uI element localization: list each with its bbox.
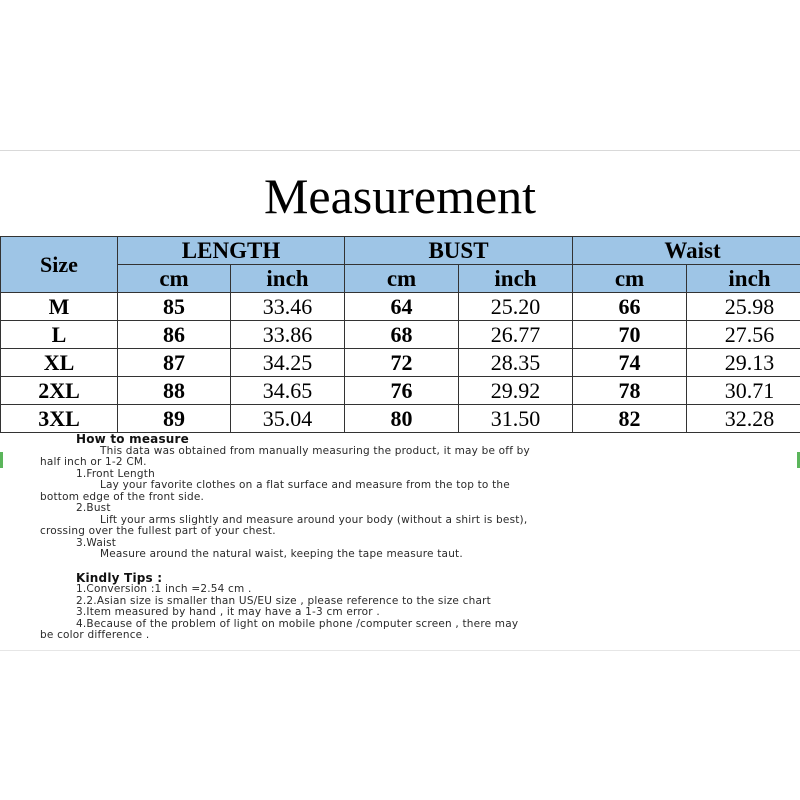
size-label: 3XL — [1, 405, 118, 433]
waist-inch: 32.28 — [687, 405, 800, 433]
bust-text-1: Lift your arms slightly and measure around your body (without a shirt is best), — [100, 513, 528, 526]
kindly-tips-heading: Kindly Tips : — [76, 570, 163, 585]
size-label: 2XL — [1, 377, 118, 405]
size-label: M — [1, 293, 118, 321]
bust-text-2: crossing over the fullest part of your chest. — [40, 525, 276, 537]
table-row — [1, 321, 800, 349]
length-cm: 87 — [118, 349, 231, 377]
table-row — [1, 377, 800, 405]
size-column-header: Size — [1, 237, 118, 293]
notes-section — [40, 434, 740, 642]
table-row — [1, 293, 800, 321]
bust-inch: 26.77 — [459, 321, 573, 349]
size-table — [0, 236, 800, 433]
length-cm: 85 — [118, 293, 231, 321]
tip-color-difference-2: be color difference . — [40, 629, 150, 641]
waist-cm: 82 — [573, 405, 687, 433]
length-header: LENGTH — [118, 237, 345, 265]
waist-inch: 29.13 — [687, 349, 800, 377]
waist-cm: 66 — [573, 293, 687, 321]
bust-cm: 64 — [345, 293, 459, 321]
bust-header: BUST — [345, 237, 573, 265]
length-inch: 34.25 — [231, 349, 345, 377]
waist-cm-header: cm — [573, 265, 687, 293]
bust-title: 2.Bust — [76, 502, 111, 514]
bust-inch: 28.35 — [459, 349, 573, 377]
how-to-measure-heading: How to measure — [76, 432, 189, 446]
length-inch-header: inch — [231, 265, 345, 293]
length-cm: 89 — [118, 405, 231, 433]
unit-header-row — [1, 265, 800, 293]
waist-text-1: Measure around the natural waist, keeping the tape measure taut. — [100, 548, 463, 560]
bust-inch: 25.20 — [459, 293, 573, 321]
size-label: XL — [1, 349, 118, 377]
tip-measured-by-hand: 3.Item measured by hand , it may have a 1-3 cm error . — [76, 606, 380, 618]
waist-inch: 30.71 — [687, 377, 800, 405]
bust-cm: 72 — [345, 349, 459, 377]
frame-top-line — [0, 150, 800, 151]
bust-cm: 68 — [345, 321, 459, 349]
length-inch: 33.46 — [231, 293, 345, 321]
waist-inch: 27.56 — [687, 321, 800, 349]
front-length-text-2: bottom edge of the front side. — [40, 490, 205, 503]
tip-conversion: 1.Conversion :1 inch =2.54 cm . — [76, 583, 252, 595]
waist-title: 3.Waist — [76, 536, 117, 549]
bust-inch: 29.92 — [459, 377, 573, 405]
waist-inch: 25.98 — [687, 293, 800, 321]
table-row — [1, 405, 800, 433]
waist-header: Waist — [573, 237, 800, 265]
tip-color-difference-1: 4.Because of the problem of light on mobile phone /computer screen , there may — [76, 617, 519, 630]
waist-inch-header: inch — [687, 265, 800, 293]
table-row — [1, 349, 800, 377]
length-cm: 86 — [118, 321, 231, 349]
length-inch: 33.86 — [231, 321, 345, 349]
bust-cm: 80 — [345, 405, 459, 433]
waist-cm: 70 — [573, 321, 687, 349]
length-inch: 35.04 — [231, 405, 345, 433]
length-cm-header: cm — [118, 265, 231, 293]
frame-bottom-line — [0, 650, 800, 651]
page-title: Measurement — [263, 168, 537, 224]
waist-cm: 78 — [573, 377, 687, 405]
bust-inch: 31.50 — [459, 405, 573, 433]
front-length-text-1: Lay your favorite clothes on a flat surface and measure from the top to the — [100, 479, 510, 491]
bust-cm-header: cm — [345, 265, 459, 293]
group-header-row — [1, 237, 800, 265]
bust-cm: 76 — [345, 377, 459, 405]
length-cm: 88 — [118, 377, 231, 405]
left-edge-mark — [0, 452, 3, 468]
tip-asian-size: 2.2.Asian size is smaller than US/EU size , please reference to the size chart — [76, 594, 491, 607]
bust-inch-header: inch — [459, 265, 573, 293]
length-inch: 34.65 — [231, 377, 345, 405]
how-to-intro-line-1: This data was obtained from manually measuring the product, it may be off by — [100, 444, 530, 457]
waist-cm: 74 — [573, 349, 687, 377]
size-label: L — [1, 321, 118, 349]
front-length-title: 1.Front Length — [76, 467, 155, 480]
how-to-intro-line-2: half inch or 1-2 CM. — [40, 456, 147, 468]
